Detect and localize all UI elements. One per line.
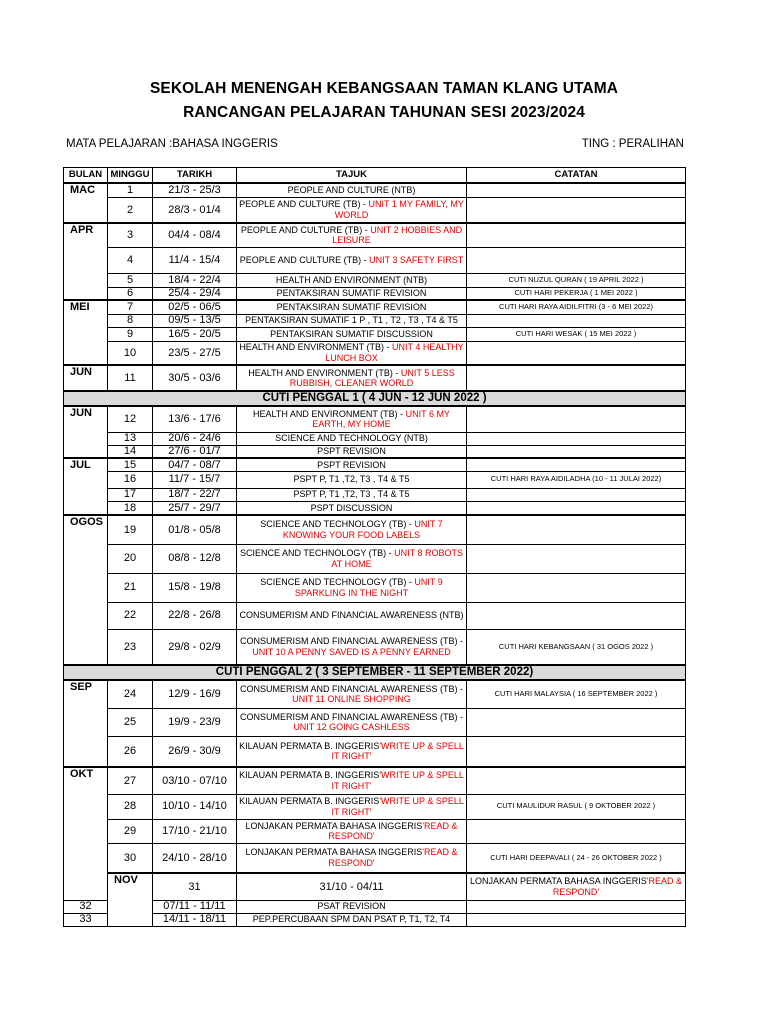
tarikh-cell: 27/6 - 01/7	[153, 445, 237, 458]
catatan-cell: CUTI HARI MALAYSIA ( 16 SEPTEMBER 2022 )	[467, 680, 686, 708]
tarikh-cell: 02/5 - 06/5	[153, 300, 237, 314]
minggu-cell: 11	[108, 365, 153, 391]
minggu-cell: 20	[108, 544, 153, 573]
minggu-cell: 6	[108, 287, 153, 300]
tajuk-cell	[237, 300, 467, 314]
tarikh-cell: 22/8 - 26/8	[153, 602, 237, 629]
tajuk-cell	[237, 314, 467, 327]
table-row	[64, 736, 686, 767]
minggu-cell: 24	[108, 680, 153, 708]
minggu-cell: 5	[108, 273, 153, 287]
catatan-cell	[467, 247, 686, 273]
tajuk-cell	[237, 432, 467, 445]
tajuk-text: CONSUMERISM AND FINANCIAL AWARENESS (NTB)	[239, 610, 464, 621]
catatan-cell: CUTI HARI RAYA AIDILADHA (10 - 11 JULAI 2022)	[467, 471, 686, 488]
minggu-cell: 7	[108, 300, 153, 314]
tajuk-text: HEALTH AND ENVIRONMENT (TB) -	[239, 342, 392, 353]
tajuk-text: PSPT DISCUSSION	[310, 502, 393, 513]
tajuk-unit-text: UNIT 7 KNOWING YOUR FOOD LABELS	[282, 519, 443, 540]
table-row	[64, 501, 686, 515]
table-row	[64, 873, 686, 900]
minggu-cell: 32	[64, 900, 108, 913]
bulan-cell: OKT	[64, 767, 108, 900]
tajuk-cell	[237, 471, 467, 488]
tajuk-text: PSPT P, T1 ,T2, T3 , T4 & T5	[293, 489, 410, 500]
tarikh-cell: 04/7 - 08/7	[153, 458, 237, 471]
tajuk-text: PENTAKSIRAN SUMATIF REVISION	[276, 288, 427, 298]
table-row	[64, 843, 686, 873]
tajuk-cell	[237, 488, 467, 501]
tajuk-cell	[237, 794, 467, 819]
tajuk-cell	[237, 900, 467, 913]
tajuk-cell	[237, 708, 467, 736]
minggu-cell: 23	[108, 629, 153, 665]
minggu-cell: 15	[108, 458, 153, 471]
tajuk-cell	[237, 197, 467, 223]
table-row	[64, 602, 686, 629]
tajuk-text: PEP.PERCUBAAN SPM DAN PSAT P, T1, T2, T4	[252, 914, 451, 925]
catatan-cell: CUTI MAULIDUR RASUL ( 9 OKTOBER 2022 )	[467, 794, 686, 819]
table-row	[64, 900, 686, 913]
tajuk-unit-text: UNIT 12 GOING CASHLESS	[293, 722, 410, 732]
tajuk-cell	[237, 629, 467, 665]
tarikh-cell: 03/10 - 07/10	[153, 767, 237, 794]
table-row	[64, 300, 686, 314]
minggu-cell: 25	[108, 708, 153, 736]
tajuk-cell	[237, 445, 467, 458]
minggu-cell: 4	[108, 247, 153, 273]
tarikh-cell: 04/4 - 08/4	[153, 223, 237, 247]
tajuk-cell	[237, 183, 467, 197]
tarikh-cell: 25/4 - 29/4	[153, 287, 237, 300]
subject-label: MATA PELAJARAN :BAHASA INGGERIS	[66, 138, 278, 150]
bulan-cell: MAC	[64, 183, 108, 223]
catatan-cell	[467, 341, 686, 365]
catatan-cell	[467, 602, 686, 629]
catatan-cell	[467, 708, 686, 736]
tajuk-cell	[237, 341, 467, 365]
minggu-cell: 22	[108, 602, 153, 629]
tajuk-unit-text: 'READ & RESPOND'	[328, 820, 458, 841]
table-row	[64, 432, 686, 445]
tajuk-text: CONSUMERISM AND FINANCIAL AWARENESS (TB) -	[239, 636, 464, 647]
bulan-cell: JUN	[64, 365, 108, 391]
minggu-cell: 18	[108, 501, 153, 515]
tajuk-cell	[237, 843, 467, 873]
table-row	[64, 488, 686, 501]
minggu-cell: 31	[153, 873, 237, 900]
tarikh-cell: 24/10 - 28/10	[153, 843, 237, 873]
catatan-cell	[467, 406, 686, 432]
col-bulan: BULAN	[64, 168, 108, 184]
minggu-cell: 9	[108, 327, 153, 341]
catatan-cell	[467, 913, 686, 926]
catatan-cell	[467, 544, 686, 573]
table-row	[64, 913, 686, 926]
tajuk-cell	[237, 501, 467, 515]
catatan-cell	[467, 573, 686, 602]
bulan-cell: APR	[64, 223, 108, 300]
tarikh-cell: 17/10 - 21/10	[153, 819, 237, 843]
bulan-cell: MEI	[64, 300, 108, 365]
tarikh-cell: 14/11 - 18/11	[153, 913, 237, 926]
tarikh-cell: 23/5 - 27/5	[153, 341, 237, 365]
catatan-cell	[467, 767, 686, 794]
catatan-cell: CUTI NUZUL QURAN ( 19 APRIL 2022 )	[467, 273, 686, 287]
tajuk-unit-text: 'READ & RESPOND'	[552, 876, 682, 897]
catatan-cell: CUTI HARI DEEPAVALI ( 24 - 26 OKTOBER 2022 )	[467, 843, 686, 873]
tarikh-cell: 16/5 - 20/5	[153, 327, 237, 341]
catatan-cell: CUTI HARI KEBANGSAAN ( 31 OGOS 2022 )	[467, 629, 686, 665]
minggu-cell: 17	[108, 488, 153, 501]
tajuk-cell	[237, 458, 467, 471]
minggu-cell: 26	[108, 736, 153, 767]
tajuk-text: PENTAKSIRAN SUMATIF DISCUSSION	[270, 328, 433, 339]
tarikh-cell: 08/8 - 12/8	[153, 544, 237, 573]
table-row	[64, 629, 686, 665]
table-row	[64, 680, 686, 708]
tajuk-text: KILAUAN PERMATA B. INGGERIS	[239, 740, 380, 751]
tajuk-unit-text: UNIT 1 MY FAMILY, MY WORLD	[334, 199, 464, 220]
tajuk-unit-text: UNIT 4 HEALTHY LUNCH BOX	[325, 342, 464, 363]
level-label: TING : PERALIHAN	[581, 138, 684, 150]
tarikh-cell: 13/6 - 17/6	[153, 406, 237, 432]
table-row	[64, 458, 686, 471]
tajuk-unit-text: 'READ & RESPOND'	[328, 847, 458, 868]
col-catatan: CATATAN	[467, 168, 686, 184]
minggu-cell: 3	[108, 223, 153, 247]
table-row	[64, 573, 686, 602]
table-row	[64, 767, 686, 794]
minggu-cell: 2	[108, 197, 153, 223]
tajuk-text: CONSUMERISM AND FINANCIAL AWARENESS (TB) -	[239, 711, 464, 722]
tajuk-cell	[237, 573, 467, 602]
col-tajuk: TAJUK	[237, 168, 467, 184]
minggu-cell: 14	[108, 445, 153, 458]
tajuk-text: PEOPLE AND CULTURE (TB) -	[239, 254, 370, 265]
tarikh-cell: 30/5 - 03/6	[153, 365, 237, 391]
catatan-cell	[467, 445, 686, 458]
plan-title: RANCANGAN PELAJARAN TAHUNAN SESI 2023/2024	[183, 104, 585, 121]
tajuk-text: CONSUMERISM AND FINANCIAL AWARENESS (TB) -	[239, 683, 464, 694]
table-row	[64, 197, 686, 223]
tajuk-unit-text: 'WRITE UP & SPELL IT RIGHT'	[331, 796, 464, 817]
tajuk-text: PSPT P, T1 ,T2, T3 , T4 & T5	[293, 474, 410, 485]
tajuk-unit-text: 'WRITE UP & SPELL IT RIGHT'	[331, 770, 464, 791]
catatan-cell	[467, 314, 686, 327]
tarikh-cell: 12/9 - 16/9	[153, 680, 237, 708]
catatan-cell	[467, 515, 686, 544]
col-minggu: MINGGU	[108, 168, 153, 184]
catatan-cell	[467, 183, 686, 197]
minggu-cell: 1	[108, 183, 153, 197]
tarikh-cell: 21/3 - 25/3	[153, 183, 237, 197]
tajuk-text: KILAUAN PERMATA B. INGGERIS	[239, 770, 380, 781]
tajuk-text: HEALTH AND ENVIRONMENT (TB) -	[248, 367, 401, 378]
tajuk-text: SCIENCE AND TECHNOLOGY (TB) -	[239, 548, 395, 558]
tarikh-cell: 01/8 - 05/8	[153, 515, 237, 544]
minggu-cell: 13	[108, 432, 153, 445]
table-row	[64, 273, 686, 287]
tajuk-cell	[237, 680, 467, 708]
tajuk-text: PEOPLE AND CULTURE (NTB)	[287, 185, 416, 195]
tajuk-text: LONJAKAN PERMATA BAHASA INGGERIS	[245, 847, 423, 858]
schedule-table	[63, 167, 686, 927]
tarikh-cell: 19/9 - 23/9	[153, 708, 237, 736]
tajuk-cell	[237, 515, 467, 544]
tajuk-text: PSPT REVISION	[317, 459, 386, 470]
minggu-cell: 8	[108, 314, 153, 327]
tajuk-unit-text: UNIT 2 HOBBIES AND LEISURE	[332, 224, 463, 246]
tajuk-cell	[467, 873, 686, 900]
tajuk-cell	[237, 767, 467, 794]
table-row	[64, 708, 686, 736]
tarikh-cell: 20/6 - 24/6	[153, 432, 237, 445]
tarikh-cell: 09/5 - 13/5	[153, 314, 237, 327]
table-row	[64, 314, 686, 327]
catatan-cell	[467, 900, 686, 913]
tajuk-unit-text: UNIT 6 MY EARTH, MY HOME	[312, 408, 451, 430]
tarikh-cell: 31/10 - 04/11	[237, 873, 467, 900]
table-row	[64, 544, 686, 573]
tajuk-text: HEALTH AND ENVIRONMENT (NTB)	[275, 274, 428, 285]
minggu-cell: 28	[108, 794, 153, 819]
table-row	[64, 445, 686, 458]
tajuk-text: SCIENCE AND TECHNOLOGY (TB) -	[260, 519, 415, 530]
tajuk-unit-text: UNIT 5 LESS RUBBISH, CLEANER WORLD	[289, 367, 455, 388]
tajuk-text: PSAT REVISION	[317, 901, 386, 912]
tajuk-cell	[237, 223, 467, 247]
table-row	[64, 471, 686, 488]
bulan-cell: OGOS	[64, 515, 108, 665]
tajuk-text: PSPT REVISION	[317, 446, 386, 456]
tajuk-cell	[237, 273, 467, 287]
catatan-cell: CUTI HARI PEKERJA ( 1 MEI 2022 )	[467, 287, 686, 300]
tajuk-text: PEOPLE AND CULTURE (TB) -	[240, 224, 371, 235]
minggu-cell: 10	[108, 341, 153, 365]
tajuk-cell	[237, 247, 467, 273]
tajuk-text: LONJAKAN PERMATA BAHASA INGGERIS	[470, 876, 647, 887]
table-row	[64, 515, 686, 544]
catatan-cell	[467, 736, 686, 767]
tajuk-text: PEOPLE AND CULTURE (TB) -	[239, 199, 369, 210]
tajuk-unit-text: 'WRITE UP & SPELL IT RIGHT'	[331, 740, 464, 762]
table-body	[64, 183, 686, 926]
tajuk-unit-text: UNIT 3 SAFETY FIRST	[369, 254, 464, 265]
bulan-cell: SEP	[64, 680, 108, 767]
table-row	[64, 365, 686, 391]
school-name: SEKOLAH MENENGAH KEBANGSAAN TAMAN KLANG UTAMA	[149, 80, 619, 97]
tajuk-cell	[237, 602, 467, 629]
tajuk-cell	[237, 913, 467, 926]
catatan-cell	[467, 197, 686, 223]
bulan-cell: NOV	[108, 873, 153, 926]
tajuk-cell	[237, 406, 467, 432]
table-row	[64, 327, 686, 341]
tarikh-cell: 11/4 - 15/4	[153, 247, 237, 273]
term-break-label: CUTI PENGGAL 2 ( 3 SEPTEMBER - 11 SEPTEMBER 2022)	[64, 665, 686, 680]
tajuk-cell	[237, 287, 467, 300]
tajuk-text: PENTAKSIRAN SUMATIF REVISION	[276, 302, 427, 312]
catatan-cell	[467, 819, 686, 843]
catatan-cell	[467, 432, 686, 445]
table-row	[64, 794, 686, 819]
table-row	[64, 183, 686, 197]
catatan-cell	[467, 365, 686, 391]
catatan-cell	[467, 488, 686, 501]
tarikh-cell: 28/3 - 01/4	[153, 197, 237, 223]
catatan-cell	[467, 458, 686, 471]
minggu-cell: 33	[64, 913, 108, 926]
minggu-cell: 30	[108, 843, 153, 873]
tajuk-text: KILAUAN PERMATA B. INGGERIS	[239, 796, 380, 806]
tarikh-cell: 26/9 - 30/9	[153, 736, 237, 767]
bulan-cell: JUL	[64, 458, 108, 515]
tajuk-unit-text: UNIT 9 SPARKLING IN THE NIGHT	[294, 577, 443, 598]
tajuk-unit-text: UNIT 10 A PENNY SAVED IS A PENNY EARNED	[252, 646, 451, 657]
tajuk-text: PENTAKSIRAN SUMATIF 1 P , T1 , T2 , T3 , T4 & T5	[245, 315, 458, 326]
minggu-cell: 12	[108, 406, 153, 432]
table-row	[64, 819, 686, 843]
tarikh-cell: 15/8 - 19/8	[153, 573, 237, 602]
tajuk-text: SCIENCE AND TECHNOLOGY (TB) -	[260, 577, 415, 587]
tarikh-cell: 07/11 - 11/11	[153, 900, 237, 913]
tarikh-cell: 10/10 - 14/10	[153, 794, 237, 819]
term-break-label: CUTI PENGGAL 1 ( 4 JUN - 12 JUN 2022 )	[64, 391, 686, 406]
tajuk-text: HEALTH AND ENVIRONMENT (TB) -	[252, 408, 406, 419]
tajuk-cell	[237, 736, 467, 767]
tajuk-unit-text: UNIT 8 ROBOTS AT HOME	[331, 548, 464, 569]
tajuk-cell	[237, 365, 467, 391]
bulan-cell: JUN	[64, 406, 108, 458]
tajuk-cell	[237, 819, 467, 843]
tajuk-text: LONJAKAN PERMATA BAHASA INGGERIS	[245, 820, 423, 831]
catatan-cell	[467, 223, 686, 247]
table-row	[64, 406, 686, 432]
catatan-cell: CUTI HARI WESAK ( 15 MEI 2022 )	[467, 327, 686, 341]
tajuk-unit-text: UNIT 11 ONLINE SHOPPING	[292, 694, 411, 705]
term-break-row	[64, 665, 686, 680]
minggu-cell: 29	[108, 819, 153, 843]
catatan-cell	[467, 501, 686, 515]
tajuk-cell	[237, 327, 467, 341]
tarikh-cell: 29/8 - 02/9	[153, 629, 237, 665]
tajuk-cell	[237, 544, 467, 573]
table-row	[64, 341, 686, 365]
tarikh-cell: 25/7 - 29/7	[153, 501, 237, 515]
minggu-cell: 16	[108, 471, 153, 488]
minggu-cell: 27	[108, 767, 153, 794]
tarikh-cell: 18/7 - 22/7	[153, 488, 237, 501]
minggu-cell: 19	[108, 515, 153, 544]
table-row	[64, 223, 686, 247]
table-row	[64, 247, 686, 273]
term-break-row	[64, 391, 686, 406]
col-tarikh: TARIKH	[153, 168, 237, 184]
minggu-cell: 21	[108, 573, 153, 602]
tarikh-cell: 11/7 - 15/7	[153, 471, 237, 488]
table-header	[64, 168, 686, 184]
catatan-cell: CUTI HARI RAYA AIDILFITRI (3 - 6 MEI 2022)	[467, 300, 686, 314]
tajuk-text: SCIENCE AND TECHNOLOGY (NTB)	[275, 433, 428, 444]
tarikh-cell: 18/4 - 22/4	[153, 273, 237, 287]
table-row	[64, 287, 686, 300]
